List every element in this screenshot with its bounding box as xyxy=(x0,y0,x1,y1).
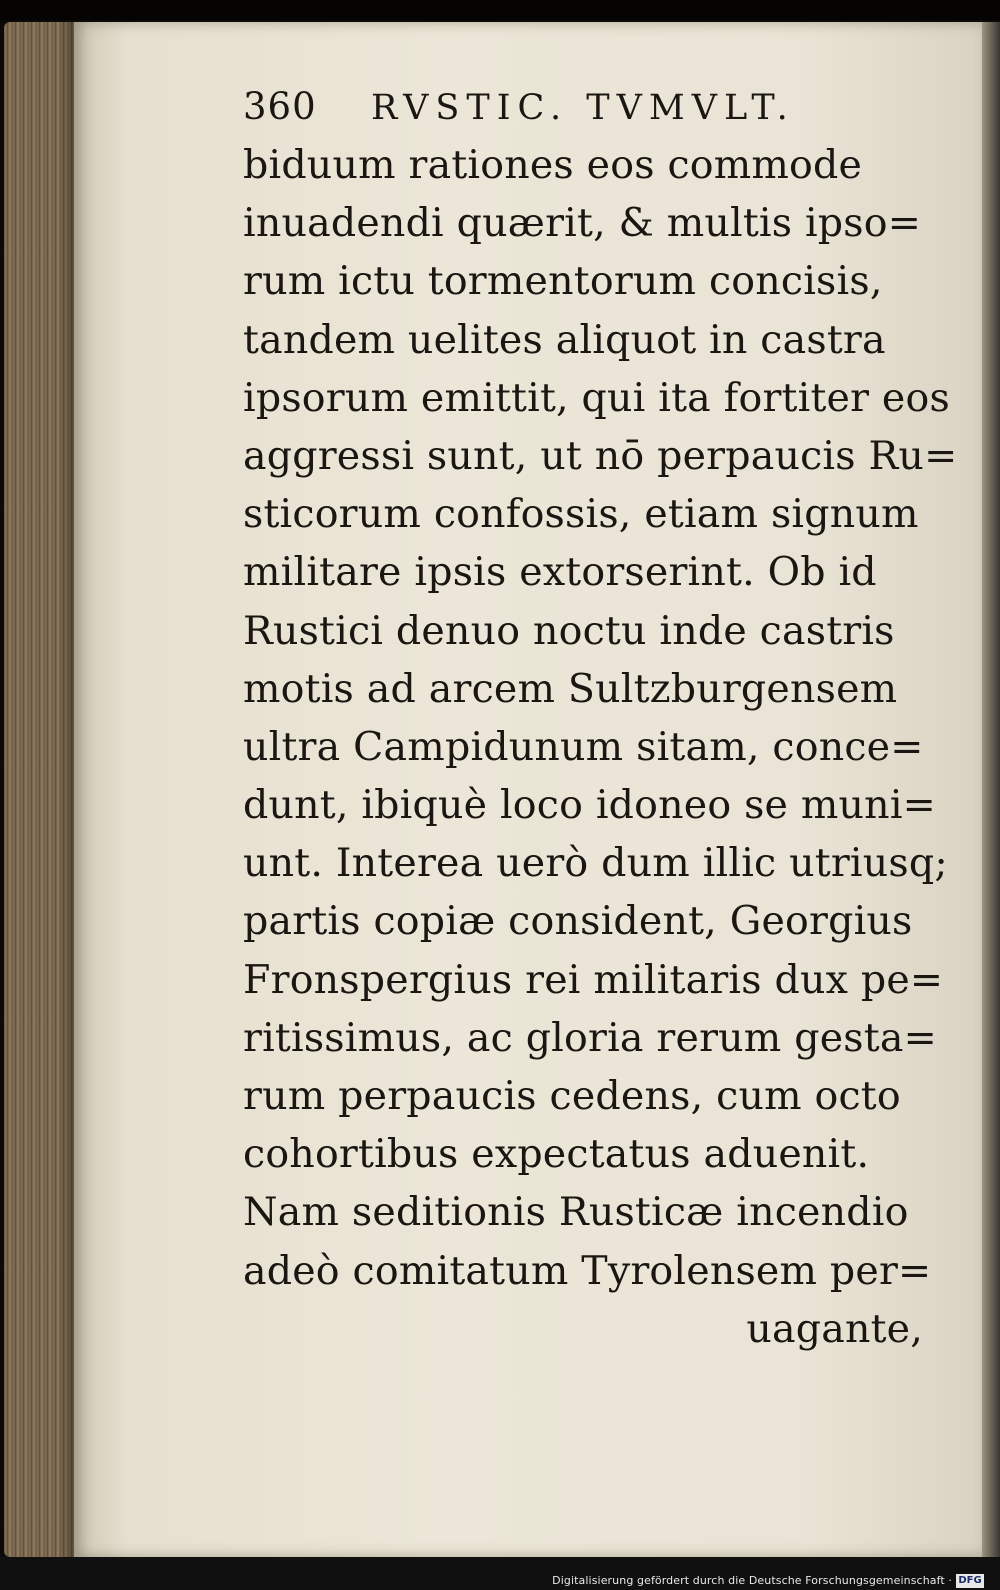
stacked-page-edges xyxy=(4,22,76,1557)
text-line: motis ad arcem Sultzburgensem xyxy=(243,665,898,712)
text-line: adeò comitatum Tyrolensem per= xyxy=(243,1247,932,1294)
text-line: sticorum confossis, etiam signum xyxy=(243,491,919,538)
body-text xyxy=(243,136,958,1358)
page-number: 360 xyxy=(243,85,317,128)
text-line: partis copiæ consident, Georgius xyxy=(243,898,913,945)
scan-top-border xyxy=(0,0,1000,20)
text-block xyxy=(243,78,958,1358)
running-head xyxy=(243,78,943,136)
text-line: unt. Interea uerò dum illic utriusq; xyxy=(243,840,948,887)
text-line: aggressi sunt, ut nō perpaucis Ru= xyxy=(243,432,958,479)
text-line: uagante, xyxy=(746,1305,923,1352)
text-line: Rustici denuo noctu inde castris xyxy=(243,607,895,654)
dfg-logo-icon: DFG xyxy=(956,1574,984,1588)
text-line: militare ipsis extorserint. Ob id xyxy=(243,549,877,596)
text-line: rum ictu tormentorum concisis, xyxy=(243,258,883,305)
digitization-credit: Digitalisierung gefördert durch die Deutsche Forschungsgemeinschaft · xyxy=(552,1574,952,1587)
text-line: tandem uelites aliquot in castra xyxy=(243,316,886,363)
text-line: ipsorum emittit, qui ita fortiter eos xyxy=(243,374,950,421)
page-right-edge xyxy=(982,22,1000,1557)
text-line: rum perpaucis cedens, cum octo xyxy=(243,1073,901,1119)
text-line: Nam seditionis Rusticæ incendio xyxy=(243,1189,909,1236)
text-line: cohortibus expectatus aduenit. xyxy=(243,1131,870,1178)
text-line: Fronspergius rei militaris dux pe= xyxy=(243,956,944,1003)
text-line: biduum rationes eos commode xyxy=(243,142,863,188)
running-head-title: RVSTIC. TVMVLT. xyxy=(371,88,795,128)
text-line: ritissimus, ac gloria rerum gesta= xyxy=(243,1014,937,1061)
text-line: dunt, ibiquè loco idoneo se muni= xyxy=(243,782,936,829)
text-line: ultra Campidunum sitam, conce= xyxy=(243,723,924,770)
text-line: inuadendi quærit, & multis ipso= xyxy=(243,200,922,247)
